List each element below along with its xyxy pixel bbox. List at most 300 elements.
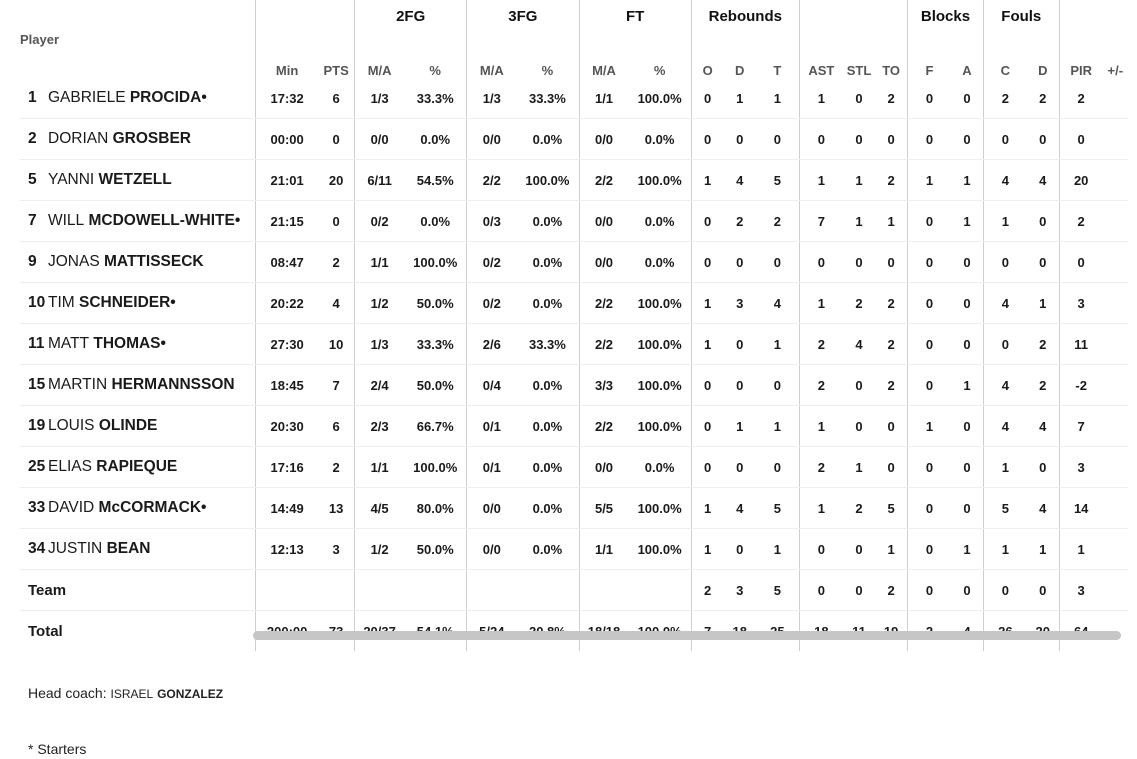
stat-ft-ma: 1/1: [579, 529, 629, 570]
team-2fg-ma: [355, 570, 405, 611]
player-first-name: MATT: [48, 335, 90, 352]
col-header-to: TO: [882, 63, 901, 78]
stat-reb-o: 0: [691, 119, 723, 160]
stat-foul-c: 4: [983, 283, 1026, 324]
player-last-name[interactable]: GROSBER: [112, 130, 191, 147]
stat-blk-f: 0: [908, 242, 951, 283]
stat-reb-t: 0: [756, 119, 799, 160]
stat-reb-d: 0: [724, 447, 756, 488]
stat-fg3-ma: 0/4: [467, 365, 517, 406]
team-ast: 0: [799, 570, 842, 611]
stat-fg3-ma: 0/2: [467, 242, 517, 283]
team-min: [256, 570, 319, 611]
stat-blk-a: 0: [951, 78, 983, 119]
stat-ft-pct: 0.0%: [629, 242, 692, 283]
stat-foul-c: 5: [983, 488, 1026, 529]
stat-min: 18:45: [256, 365, 319, 406]
stat-foul-c: 4: [983, 365, 1026, 406]
stat-pts: 13: [318, 488, 354, 529]
stat-to: 2: [875, 160, 907, 201]
stat-to: 2: [875, 324, 907, 365]
stat-reb-d: 2: [724, 201, 756, 242]
stat-reb-o: 0: [691, 365, 723, 406]
team-ft-ma: [579, 570, 629, 611]
stat-fg2-ma: 1/3: [355, 78, 405, 119]
col-header-pts: PTS: [323, 63, 349, 78]
stat-pts: 4: [318, 283, 354, 324]
stat-reb-d: 4: [724, 488, 756, 529]
group-header-row: [20, 0, 1128, 32]
stat-fg2-pct: 100.0%: [404, 242, 467, 283]
team-reb-o: 2: [691, 570, 723, 611]
stat-foul-d: 2: [1027, 365, 1059, 406]
stat-reb-d: 0: [724, 324, 756, 365]
col-header-foul-c: C: [983, 32, 1026, 78]
stat-blk-f: 0: [908, 119, 951, 160]
stat-fg3-ma: 0/0: [467, 119, 517, 160]
stat-reb-d: 1: [724, 78, 756, 119]
team-reb-t: 5: [756, 570, 799, 611]
team-ft-pct: [629, 570, 692, 611]
stat-stl: 0: [843, 406, 875, 447]
starters-footnote: * Starters: [28, 741, 87, 757]
stat-plusminus: [1103, 488, 1128, 529]
col-header-ast: AST: [799, 32, 842, 78]
stat-stl: 0: [843, 365, 875, 406]
player-last-name[interactable]: SCHNEIDER: [79, 294, 171, 311]
col-header-reb-o: O: [691, 32, 723, 78]
player-number: 10: [28, 294, 46, 311]
player-first-name: DORIAN: [48, 130, 109, 147]
player-number: 5: [28, 171, 37, 188]
stat-ft-pct: 0.0%: [629, 201, 692, 242]
player-name-cell: [20, 447, 256, 488]
player-first-name: YANNI: [48, 171, 95, 188]
col-header-3fg-pct: %: [541, 63, 554, 78]
stat-pts: 2: [318, 242, 354, 283]
player-row: [20, 201, 1128, 242]
stat-fg2-pct: 0.0%: [404, 201, 467, 242]
stat-reb-o: 1: [691, 283, 723, 324]
stat-foul-c: 0: [983, 119, 1026, 160]
player-name-cell: [20, 365, 256, 406]
player-row: [20, 447, 1128, 488]
stat-fg3-ma: 2/6: [467, 324, 517, 365]
stat-blk-a: 1: [951, 529, 983, 570]
stat-to: 0: [875, 119, 907, 160]
stat-reb-d: 4: [724, 160, 756, 201]
col-header-reb-t: T: [773, 63, 782, 78]
stat-fg2-ma: 1/2: [355, 283, 405, 324]
head-coach: [28, 685, 223, 701]
stat-foul-d: 0: [1027, 242, 1059, 283]
stat-blk-f: 0: [908, 324, 951, 365]
player-rows: [20, 78, 1128, 570]
player-last-name[interactable]: PROCIDA: [129, 89, 202, 106]
stat-reb-t: 1: [756, 324, 799, 365]
stat-fg3-pct: 0.0%: [516, 406, 579, 447]
player-last-name[interactable]: THOMAS: [93, 335, 161, 352]
stat-plusminus: [1103, 78, 1128, 119]
stat-blk-f: 0: [908, 488, 951, 529]
stat-blk-f: 0: [908, 365, 951, 406]
stat-blk-a: 1: [951, 201, 983, 242]
player-number: 33: [28, 499, 46, 516]
stat-plusminus: [1103, 529, 1128, 570]
col-header-2fg-pct: %: [429, 63, 441, 78]
player-first-name: GABRIELE: [48, 89, 126, 106]
group-header-blank: [256, 0, 355, 32]
stat-ft-ma: 2/2: [579, 406, 629, 447]
stat-foul-c: 1: [983, 529, 1026, 570]
stat-ft-ma: 3/3: [579, 365, 629, 406]
stat-reb-t: 4: [756, 283, 799, 324]
team-blk-f: 0: [908, 570, 951, 611]
stat-fg2-pct: 0.0%: [404, 119, 467, 160]
stat-ft-ma: 0/0: [579, 447, 629, 488]
stat-min: 21:15: [256, 201, 319, 242]
player-first-name: DAVID: [48, 499, 95, 516]
stat-fg2-pct: 80.0%: [404, 488, 467, 529]
col-header-foul-d: D: [1038, 63, 1048, 78]
team-stl: 0: [843, 570, 875, 611]
player-row: [20, 324, 1128, 365]
player-last-name[interactable]: McCORMACK: [98, 499, 202, 516]
player-name-cell: [20, 201, 256, 242]
stat-blk-a: 0: [951, 447, 983, 488]
stat-stl: 0: [843, 242, 875, 283]
stat-foul-c: 2: [983, 78, 1026, 119]
stat-fg2-pct: 66.7%: [404, 406, 467, 447]
stat-blk-a: 0: [951, 488, 983, 529]
stat-fg3-ma: 0/0: [467, 488, 517, 529]
stat-fg2-pct: 50.0%: [404, 365, 467, 406]
player-row: [20, 160, 1128, 201]
stat-blk-f: 0: [908, 447, 951, 488]
stat-foul-c: 1: [983, 201, 1026, 242]
stat-to: 2: [875, 78, 907, 119]
stat-to: 1: [875, 529, 907, 570]
stat-ast: 1: [799, 160, 842, 201]
stat-fg3-pct: 0.0%: [516, 447, 579, 488]
stat-fg2-pct: 100.0%: [404, 447, 467, 488]
stat-reb-o: 1: [691, 160, 723, 201]
stat-pts: 3: [318, 529, 354, 570]
stat-min: 17:32: [256, 78, 319, 119]
player-first-name: WILL: [48, 212, 85, 229]
stat-plusminus: [1103, 201, 1128, 242]
stat-plusminus: [1103, 365, 1128, 406]
player-last-name[interactable]: WETZELL: [98, 171, 172, 188]
stat-ft-pct: 0.0%: [629, 119, 692, 160]
stat-min: 20:30: [256, 406, 319, 447]
stat-reb-d: 0: [724, 529, 756, 570]
player-first-name: TIM: [48, 294, 75, 311]
stat-pir: 2: [1059, 201, 1102, 242]
stat-fg2-pct: 33.3%: [404, 78, 467, 119]
stat-reb-t: 0: [756, 242, 799, 283]
stat-stl: 0: [843, 529, 875, 570]
player-number: 34: [28, 540, 46, 557]
stat-reb-t: 1: [756, 78, 799, 119]
team-blk-a: 0: [951, 570, 983, 611]
player-first-name: MARTIN: [48, 376, 108, 393]
stat-ft-ma: 0/0: [579, 242, 629, 283]
stat-blk-f: 1: [908, 406, 951, 447]
stat-stl: 4: [843, 324, 875, 365]
box-score-table: [20, 0, 1128, 651]
stat-fg3-pct: 33.3%: [516, 324, 579, 365]
player-last-name[interactable]: MCDOWELL-WHITE: [88, 212, 235, 229]
group-header-rebounds: Rebounds: [691, 0, 799, 32]
player-row: [20, 119, 1128, 160]
head-coach-last-name: GONZALEZ: [157, 687, 224, 701]
player-name-cell: [20, 406, 256, 447]
head-coach-first-name: ISRAEL: [110, 687, 154, 701]
stat-blk-a: 0: [951, 283, 983, 324]
stat-fg2-ma: 0/0: [355, 119, 405, 160]
stat-stl: 1: [843, 447, 875, 488]
stat-fg2-ma: 1/1: [355, 242, 405, 283]
stat-fg3-ma: 0/0: [467, 529, 517, 570]
stat-min: 00:00: [256, 119, 319, 160]
stat-foul-d: 1: [1027, 283, 1059, 324]
stat-ft-pct: 100.0%: [629, 160, 692, 201]
stat-foul-c: 1: [983, 447, 1026, 488]
starter-marker: •: [201, 499, 207, 516]
stat-pts: 6: [318, 78, 354, 119]
col-header-blk-a: A: [962, 63, 972, 78]
stat-reb-o: 0: [691, 447, 723, 488]
stat-reb-o: 0: [691, 201, 723, 242]
stat-reb-t: 1: [756, 406, 799, 447]
stat-reb-d: 1: [724, 406, 756, 447]
stat-reb-d: 0: [724, 119, 756, 160]
player-row: [20, 78, 1128, 119]
stat-fg3-pct: 100.0%: [516, 160, 579, 201]
stat-plusminus: [1103, 447, 1128, 488]
team-to: 2: [875, 570, 907, 611]
stat-stl: 0: [843, 119, 875, 160]
group-header-blank: [1059, 0, 1128, 32]
stat-ast: 0: [799, 529, 842, 570]
stat-fg3-pct: 33.3%: [516, 78, 579, 119]
head-coach-prefix: Head coach:: [28, 685, 111, 701]
stat-plusminus: [1103, 406, 1128, 447]
stat-stl: 2: [843, 488, 875, 529]
stat-ft-ma: 1/1: [579, 78, 629, 119]
col-header-ft-pct: %: [653, 63, 666, 78]
player-row: [20, 488, 1128, 529]
player-first-name: LOUIS: [48, 417, 95, 434]
stat-fg2-ma: 2/3: [355, 406, 405, 447]
total-label: Total: [28, 622, 63, 640]
player-row: [20, 283, 1128, 324]
stat-foul-d: 4: [1027, 160, 1059, 201]
stat-ast: 2: [799, 447, 842, 488]
stat-fg3-pct: 0.0%: [516, 529, 579, 570]
horizontal-scrollbar[interactable]: [253, 631, 1121, 640]
col-header-player: Player: [20, 32, 60, 47]
stat-fg2-ma: 2/4: [355, 365, 405, 406]
stat-ft-pct: 100.0%: [629, 529, 692, 570]
stat-pir: 3: [1059, 447, 1102, 488]
stat-fg3-pct: 0.0%: [516, 488, 579, 529]
player-number: 19: [28, 417, 46, 434]
stat-to: 0: [875, 447, 907, 488]
stat-reb-t: 0: [756, 447, 799, 488]
stat-min: 17:16: [256, 447, 319, 488]
stat-foul-d: 0: [1027, 447, 1059, 488]
stat-ft-ma: 2/2: [579, 160, 629, 201]
stat-blk-f: 0: [908, 283, 951, 324]
col-header-plusminus: +/-: [1107, 63, 1124, 78]
stat-fg3-pct: 0.0%: [516, 365, 579, 406]
col-header-min: Min: [256, 32, 319, 78]
starter-marker: •: [234, 212, 241, 229]
player-name-cell: [20, 488, 256, 529]
stat-foul-d: 1: [1027, 529, 1059, 570]
stat-fg2-ma: 1/1: [355, 447, 405, 488]
player-name-cell: [20, 324, 256, 365]
team-pts: [318, 570, 354, 611]
group-header-fouls: Fouls: [983, 0, 1059, 32]
player-first-name: JUSTIN: [48, 540, 103, 557]
stat-stl: 1: [843, 201, 875, 242]
stat-ft-pct: 0.0%: [629, 447, 692, 488]
stat-fg3-pct: 0.0%: [516, 283, 579, 324]
stat-ast: 1: [799, 78, 842, 119]
team-reb-d: 3: [724, 570, 756, 611]
stat-ast: 1: [799, 488, 842, 529]
stat-plusminus: [1103, 283, 1128, 324]
stat-ast: 2: [799, 324, 842, 365]
player-name-cell: [20, 242, 256, 283]
stat-ft-ma: 2/2: [579, 283, 629, 324]
stat-pir: 20: [1059, 160, 1102, 201]
stat-blk-a: 0: [951, 324, 983, 365]
player-last-name[interactable]: RAPIEQUE: [96, 458, 178, 475]
stat-pir: -2: [1059, 365, 1102, 406]
stat-stl: 2: [843, 283, 875, 324]
stat-foul-d: 0: [1027, 119, 1059, 160]
stat-fg2-ma: 0/2: [355, 201, 405, 242]
stat-ft-pct: 100.0%: [629, 406, 692, 447]
stat-fg3-pct: 0.0%: [516, 242, 579, 283]
stat-ast: 0: [799, 242, 842, 283]
stat-blk-f: 0: [908, 201, 951, 242]
stat-to: 0: [875, 242, 907, 283]
stat-reb-d: 0: [724, 242, 756, 283]
col-header-reb-d: D: [735, 63, 745, 78]
team-2fg-pct: [404, 570, 467, 611]
column-header-row: [20, 32, 1128, 78]
stat-ft-ma: 0/0: [579, 119, 629, 160]
stat-plusminus: [1103, 119, 1128, 160]
group-header-blank: [20, 0, 256, 32]
stat-fg3-ma: 0/1: [467, 447, 517, 488]
stat-blk-a: 0: [951, 242, 983, 283]
starter-marker: •: [201, 89, 207, 106]
group-header-3fg: 3FG: [467, 0, 579, 32]
stat-foul-d: 2: [1027, 324, 1059, 365]
stat-min: 21:01: [256, 160, 319, 201]
stat-plusminus: [1103, 242, 1128, 283]
stat-to: 5: [875, 488, 907, 529]
player-name-cell: [20, 529, 256, 570]
stat-pir: 14: [1059, 488, 1102, 529]
stat-ft-pct: 100.0%: [629, 488, 692, 529]
stat-ft-pct: 100.0%: [629, 365, 692, 406]
stat-reb-o: 1: [691, 488, 723, 529]
stat-pir: 11: [1059, 324, 1102, 365]
player-number: 7: [28, 212, 37, 229]
stat-reb-t: 2: [756, 201, 799, 242]
stat-min: 08:47: [256, 242, 319, 283]
player-name-cell: [20, 160, 256, 201]
player-last-name[interactable]: OLINDE: [98, 417, 158, 434]
stat-foul-d: 4: [1027, 488, 1059, 529]
horizontal-scrollbar-thumb[interactable]: [253, 631, 1121, 640]
stat-blk-f: 0: [908, 529, 951, 570]
stat-ast: 7: [799, 201, 842, 242]
player-first-name: ELIAS: [48, 458, 92, 475]
stat-pir: 1: [1059, 529, 1102, 570]
stat-pts: 0: [318, 119, 354, 160]
player-last-name[interactable]: BEAN: [106, 540, 151, 557]
stat-ft-pct: 100.0%: [629, 283, 692, 324]
player-number: 15: [28, 376, 46, 393]
stat-foul-c: 4: [983, 160, 1026, 201]
stat-fg2-pct: 33.3%: [404, 324, 467, 365]
stat-foul-d: 0: [1027, 201, 1059, 242]
team-plusminus: [1103, 570, 1128, 611]
stat-reb-t: 0: [756, 365, 799, 406]
stat-pts: 10: [318, 324, 354, 365]
stat-fg3-ma: 0/1: [467, 406, 517, 447]
stat-fg2-ma: 4/5: [355, 488, 405, 529]
stat-ft-pct: 100.0%: [629, 78, 692, 119]
group-header-blank: [799, 0, 907, 32]
stat-to: 0: [875, 406, 907, 447]
stat-ast: 1: [799, 406, 842, 447]
stat-blk-a: 1: [951, 365, 983, 406]
stat-reb-o: 0: [691, 242, 723, 283]
stat-reb-o: 0: [691, 78, 723, 119]
player-name-cell: [20, 119, 256, 160]
stat-plusminus: [1103, 324, 1128, 365]
stat-ast: 0: [799, 119, 842, 160]
player-last-name[interactable]: MATTISSECK: [104, 253, 204, 270]
stat-fg3-pct: 0.0%: [516, 201, 579, 242]
stat-stl: 1: [843, 160, 875, 201]
stat-fg3-pct: 0.0%: [516, 119, 579, 160]
group-header-2fg: 2FG: [355, 0, 467, 32]
stat-fg2-ma: 1/2: [355, 529, 405, 570]
stat-ft-ma: 0/0: [579, 201, 629, 242]
stat-pts: 20: [318, 160, 354, 201]
player-last-name[interactable]: HERMANNSSON: [111, 376, 235, 393]
player-row: [20, 365, 1128, 406]
stat-ast: 2: [799, 365, 842, 406]
player-row: [20, 406, 1128, 447]
stat-pir: 3: [1059, 283, 1102, 324]
stat-blk-a: 0: [951, 406, 983, 447]
stat-pir: 0: [1059, 119, 1102, 160]
col-header-3fg-ma: M/A: [467, 32, 517, 78]
player-row: [20, 242, 1128, 283]
stat-foul-c: 0: [983, 324, 1026, 365]
